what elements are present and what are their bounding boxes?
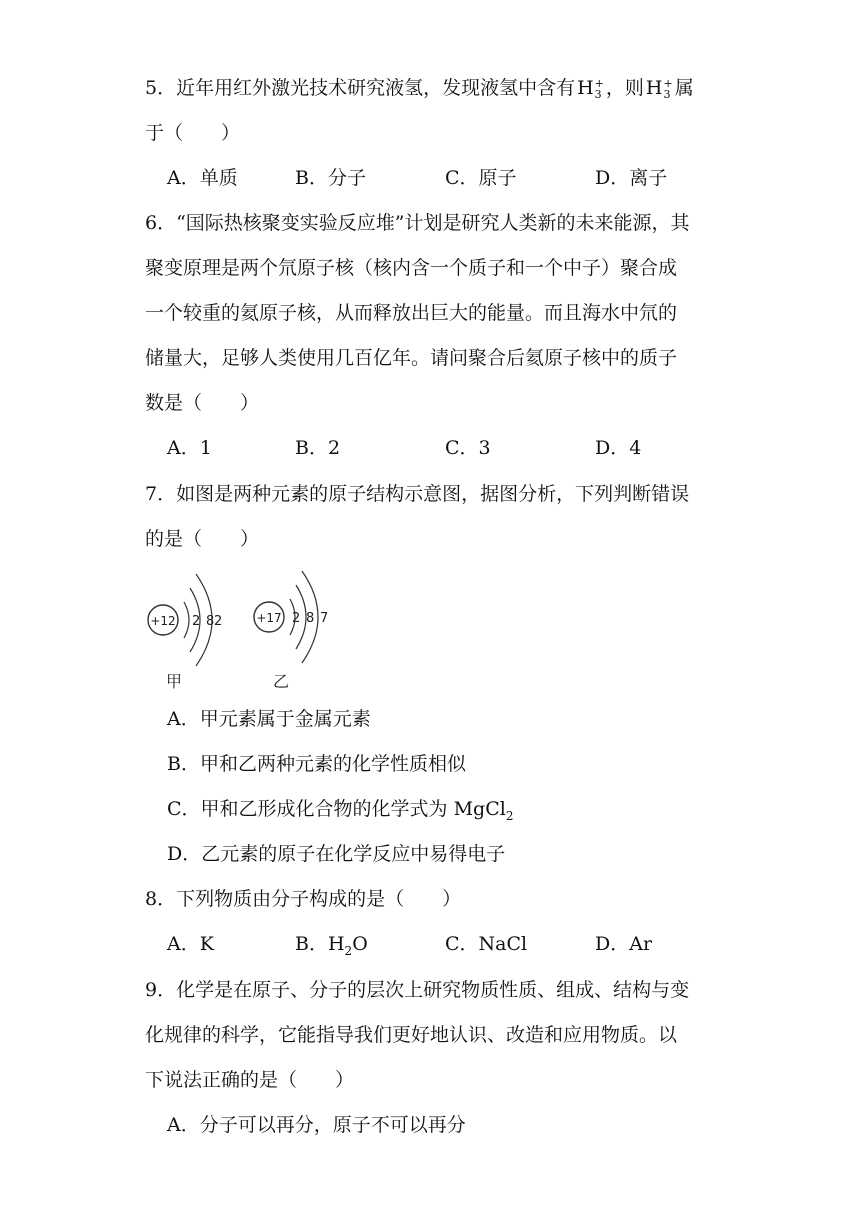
question-5-line-1 bbox=[145, 76, 694, 100]
atom-label-jia: 甲 bbox=[166, 672, 183, 691]
question-7-line-2: 的是（ ） bbox=[145, 528, 260, 550]
question-5-text: 5．近年用红外激光技术研究液氢，发现液氢中含有 bbox=[145, 77, 576, 99]
nucleus-charge-yi: +17 bbox=[256, 611, 282, 625]
question-7-line-1: 7．如图是两种元素的原子结构示意图，据图分析，下列判断错误 bbox=[145, 483, 690, 505]
q8-option-b: B．$H_2O$ bbox=[295, 933, 368, 958]
q6-option-a: A．1 bbox=[167, 437, 212, 459]
q5-option-a: A．单质 bbox=[167, 167, 238, 189]
atom-jia-diagram bbox=[148, 574, 222, 691]
q6-option-c: C．3 bbox=[445, 437, 491, 459]
q6-option-d: D．4 bbox=[595, 437, 642, 459]
shell-count-yi-2: 8 bbox=[306, 611, 315, 626]
q9-option-a: A．分子可以再分，原子不可以再分 bbox=[167, 1114, 466, 1136]
nucleus-charge-jia: +12 bbox=[150, 614, 176, 628]
question-9-line-3: 下说法正确的是（ ） bbox=[145, 1069, 355, 1091]
q5-option-d: D．离子 bbox=[595, 167, 668, 189]
question-5-text-mid: ，则 bbox=[605, 77, 644, 99]
q7-option-a: A．甲元素属于金属元素 bbox=[167, 708, 371, 730]
shell-count-jia-2: 8 bbox=[206, 614, 215, 629]
question-9-line-2: 化规律的科学，它能指导我们更好地认识、改造和应用物质。以 bbox=[145, 1024, 678, 1046]
question-9-line-1: 9．化学是在原子、分子的层次上研究物质性质、组成、结构与变 bbox=[145, 979, 690, 1001]
question-5-text-end: 属 bbox=[674, 77, 694, 99]
q7-option-c: C．甲和乙形成化合物的化学式为 MgCl$_2$ bbox=[167, 798, 514, 823]
shell-count-yi-1: 2 bbox=[292, 611, 301, 626]
question-6-line-2: 聚变原理是两个氘原子核（核内含一个质子和一个中子）聚合成 bbox=[145, 257, 678, 279]
q7-option-d: D．乙元素的原子在化学反应中易得电子 bbox=[167, 843, 506, 865]
h3-ion-formula-2: H + 3 bbox=[645, 77, 673, 101]
shell-arc-jia-1 bbox=[184, 602, 189, 638]
q8-option-c: C．NaCl bbox=[445, 933, 528, 955]
question-6-line-4: 储量大，足够人类使用几百亿年。请问聚合后氦原子核中的质子 bbox=[145, 347, 678, 369]
question-8-line: 8．下列物质由分子构成的是（ ） bbox=[145, 888, 462, 910]
atom-label-yi: 乙 bbox=[273, 672, 290, 691]
question-6-line-5: 数是（ ） bbox=[145, 392, 260, 414]
q5-option-b: B．分子 bbox=[295, 167, 366, 189]
q7-option-b: B．甲和乙两种元素的化学性质相似 bbox=[167, 753, 466, 775]
atom-structure-figure bbox=[140, 562, 350, 692]
atom-yi-diagram bbox=[254, 571, 328, 691]
q8-option-a: A．K bbox=[167, 933, 214, 955]
shell-count-yi-3: 7 bbox=[320, 611, 329, 626]
question-5-line-2: 于（ ） bbox=[145, 122, 241, 144]
q5-option-c: C．原子 bbox=[445, 167, 517, 189]
question-6-line-1: 6．“国际热核聚变实验反应堆”计划是研究人类新的未来能源，其 bbox=[145, 212, 690, 234]
q6-option-b: B．2 bbox=[295, 437, 341, 459]
shell-count-jia-3: 2 bbox=[214, 614, 223, 629]
h3-ion-formula: H + 3 bbox=[577, 77, 604, 101]
q8-option-d: D．Ar bbox=[595, 933, 653, 955]
question-6-line-3: 一个较重的氦原子核，从而释放出巨大的能量。而且海水中氘的 bbox=[145, 302, 678, 324]
shell-count-jia-1: 2 bbox=[192, 614, 201, 629]
